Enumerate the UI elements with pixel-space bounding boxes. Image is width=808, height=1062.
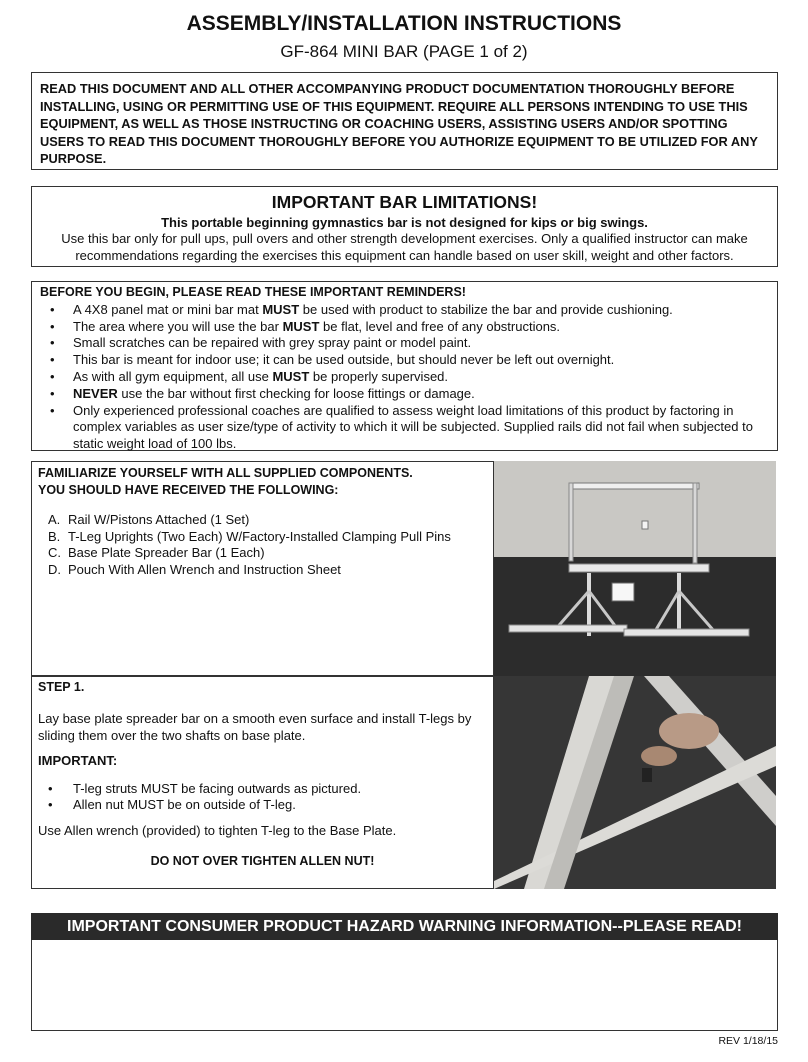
reminder-text: A 4X8 panel mat or mini bar mat bbox=[73, 301, 263, 317]
components-photo-graphic bbox=[494, 461, 776, 676]
reminder-text: As with all gym equipment, all use bbox=[73, 368, 273, 384]
step1-bullets bbox=[38, 781, 487, 812]
reminder-text: This bar is meant for indoor use; it can be used outside, but should never be left out overnight. bbox=[73, 352, 615, 368]
reminder-text: be properly supervised. bbox=[309, 368, 449, 384]
limitations-heading: IMPORTANT BAR LIMITATIONS! bbox=[271, 192, 538, 212]
component-letter: A. bbox=[48, 512, 61, 527]
reminder-item bbox=[40, 403, 769, 453]
step1-bullet: • Allen nut MUST be on outside of T-leg. bbox=[38, 797, 487, 813]
component-text: Pouch With Allen Wrench and Instruction Sheet bbox=[68, 561, 341, 577]
step1-photo bbox=[494, 676, 776, 889]
step1-wrench-note: Use Allen wrench (provided) to tighten T-leg to the Base Plate. bbox=[38, 823, 397, 838]
component-item bbox=[38, 529, 487, 546]
page-subtitle: GF-864 MINI BAR (PAGE 1 of 2) bbox=[280, 42, 528, 61]
hazard-warning-heading: IMPORTANT CONSUMER PRODUCT HAZARD WARNING INFORMATION--PLEASE READ! bbox=[31, 913, 778, 940]
reminder-item bbox=[40, 369, 769, 386]
component-letter: C. bbox=[48, 545, 61, 560]
reminder-emphasis: MUST bbox=[282, 318, 320, 334]
step1-photo-graphic bbox=[494, 676, 776, 889]
components-heading-line2: YOU SHOULD HAVE RECEIVED THE FOLLOWING: bbox=[38, 483, 339, 497]
component-item bbox=[38, 562, 487, 579]
step1-heading: STEP 1. bbox=[38, 680, 85, 694]
reminder-text: use the bar without first checking for loose fittings or damage. bbox=[117, 385, 475, 401]
component-text: Rail W/Pistons Attached (1 Set) bbox=[68, 512, 250, 527]
reminder-text: be flat, level and free of any obstructions. bbox=[319, 318, 561, 334]
component-letter: D. bbox=[48, 561, 61, 577]
reminder-item bbox=[40, 335, 769, 352]
reminder-text: be used with product to stabilize the bar and provide cushioning. bbox=[299, 301, 673, 317]
component-text: T-Leg Uprights (Two Each) W/Factory-Installed Clamping Pull Pins bbox=[68, 528, 451, 544]
step1-important-label: IMPORTANT: bbox=[38, 753, 118, 768]
reminder-emphasis: MUST bbox=[272, 368, 310, 384]
step1-box bbox=[31, 676, 494, 889]
reminder-text: Small scratches can be repaired with grey spray paint or model paint. bbox=[73, 335, 472, 351]
page-title: ASSEMBLY/INSTALLATION INSTRUCTIONS bbox=[186, 12, 622, 35]
read-warning-text: READ THIS DOCUMENT AND ALL OTHER ACCOMPANYING PRODUCT DOCUMENTATION THOROUGHLY BEFORE INSTALLING, USING OR PERMITTING USE OF THIS EQUIPMENT. REQUIRE ALL PERSONS INTENDING TO USE THIS EQUIPMENT, AS WELL AS THOSE INSTRUCTING OR COACHING USERS, ASSISTING USERS AND/OR SPOTTING USERS TO READ THIS DOCUMENT THOROUGHLY BEFORE YOU AUTHORIZE EQUIPMENT TO BE UTILIZED FOR ANY PURPOSE. bbox=[40, 81, 758, 167]
reminder-item bbox=[40, 302, 769, 319]
reminder-item bbox=[40, 386, 769, 403]
components-photo bbox=[494, 461, 776, 676]
components-heading-line1: FAMILIARIZE YOURSELF WITH ALL SUPPLIED COMPONENTS. bbox=[38, 466, 413, 480]
component-letter: B. bbox=[48, 528, 61, 544]
component-item bbox=[38, 512, 487, 529]
components-list bbox=[38, 512, 487, 578]
reminder-item bbox=[40, 319, 769, 336]
reminder-text: Only experienced professional coaches are qualified to assess weight load limitations of this product by factoring in complex variables as user size/type of activity to which it will be subjected. Supplied rails did not fail when subjected to static weight load of 100 lbs. bbox=[73, 402, 753, 452]
limitations-subheading: This portable beginning gymnastics bar is not designed for kips or big swings. bbox=[161, 215, 648, 230]
reminder-text: The area where you will use the bar bbox=[73, 318, 283, 334]
reminder-emphasis: NEVER bbox=[73, 385, 118, 401]
reminder-item bbox=[40, 352, 769, 369]
read-warning-box bbox=[31, 72, 778, 170]
reminders-box bbox=[31, 281, 778, 451]
reminder-emphasis: MUST bbox=[262, 301, 300, 317]
components-box bbox=[31, 461, 494, 676]
step1-body: Lay base plate spreader bar on a smooth even surface and install T-legs by sliding them over the two shafts on base plate. bbox=[38, 711, 472, 743]
reminders-list bbox=[40, 302, 769, 453]
revision-label: REV 1/18/15 bbox=[718, 1035, 778, 1047]
reminders-heading: BEFORE YOU BEGIN, PLEASE READ THESE IMPORTANT REMINDERS! bbox=[40, 285, 466, 299]
step1-bullet: • T-leg struts MUST be facing outwards as pictured. bbox=[38, 781, 487, 797]
bar-limitations-box bbox=[31, 186, 778, 267]
component-item bbox=[38, 545, 487, 562]
component-text: Base Plate Spreader Bar (1 Each) bbox=[68, 545, 265, 560]
step1-caution: DO NOT OVER TIGHTEN ALLEN NUT! bbox=[150, 854, 375, 868]
limitations-body: Use this bar only for pull ups, pull overs and other strength development exercises. Only a qualified instructor can make recommendations regarding the exercises this equipment can handle based on user skill, weight and other factors. bbox=[61, 231, 748, 263]
